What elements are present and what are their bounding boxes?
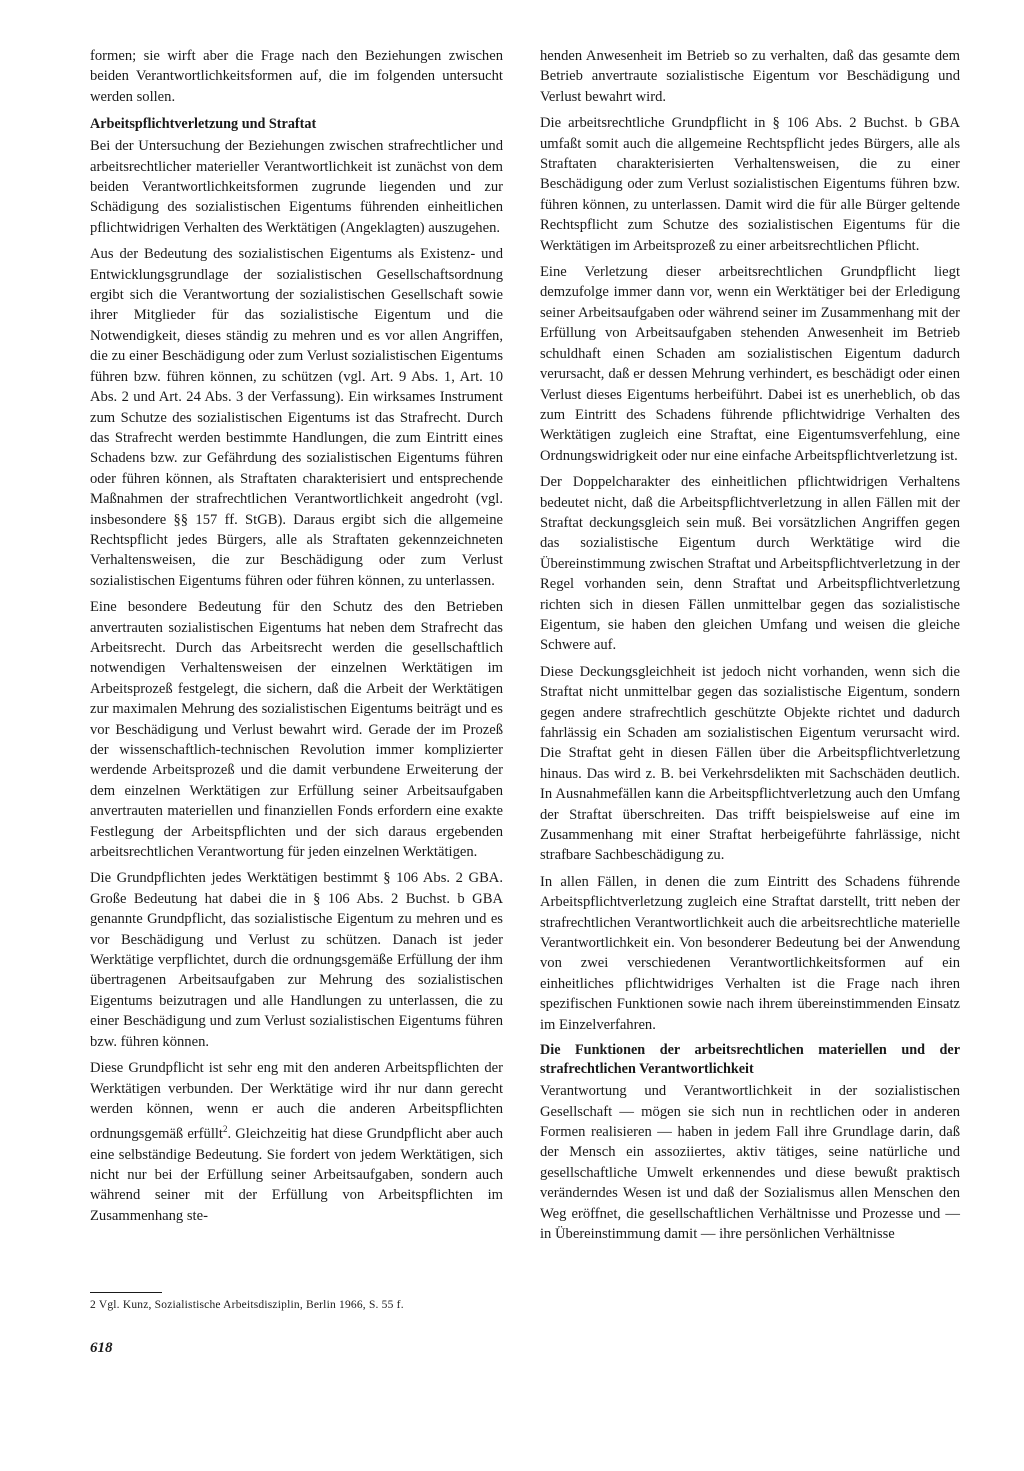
section-heading: Arbeitspflichtverletzung und Straftat bbox=[90, 116, 317, 133]
paragraph: In allen Fällen, in denen die zum Eintritt des Schadens führende Arbeitspflichtverletzung zugleich eine Straftat darstellt, tritt neben der strafrechtlichen Verantwortlichkeit auch die arbeitsrechtliche materielle Verantwortlichkeit ein. Von besonderer Bedeutung bei der Anwendung von zwei verschiedenen Verantwortlichkeitsformen auf ein einheitliches pflichtwidriges Verhalten ist die Frage nach ihren spezifischen Funktionen sowie nach ihrem übereinstimmenden Einsatz im Einzelverfahren. bbox=[540, 873, 960, 1033]
paragraph: Diese Deckungsgleichheit ist jedoch nicht vorhanden, wenn sich die Straftat nicht unmittelbar gegen das sozialistische Eigentum, sondern gegen andere strafrechtlich geschützte Objekte richtet und dadurch fahrlässig ein Schaden am sozialistischen Eigentum verursacht wird. Die Straftat geht in diesen Fällen über die Arbeitspflichtverletzung hinaus. Das wird z. B. bei Verkehrsdelikten mit Sachschäden deutlich. In Ausnahmefällen kann die Arbeitspflichtverletzung auch den Umfang der Straftat überschreiten. Das trifft beispielsweise auf eine im Zusammenhang mit einer Straftat herbeigeführte fahrlässige, nicht strafbare Sachbeschädigung zu. bbox=[540, 663, 960, 864]
paragraph: Der Doppelcharakter des einheitlichen pflichtwidrigen Verhaltens bedeutet nicht, daß die Arbeitspflichtverletzung in allen Fällen mit der Straftat deckungsgleich sein muß. Bei vorsätzlichen Angriffen gegen das sozialistische Eigentum durch Werktätige wird die Übereinstimmung zwischen Straftat und Arbeitspflichtverletzung in der Regel vorhanden sein, denn Straftat und Arbeitspflichtverletzung richten sich in diesen Fällen unmittelbar gegen das sozialistische Eigentum, sie haben den gleichen Umfang und weisen die gleiche Schwere auf. bbox=[540, 474, 960, 654]
paragraph: Eine besondere Bedeutung für den Schutz des den Betrieben anvertrauten sozialistischen Eigentums hat neben dem Strafrecht das Arbeitsrecht. Durch das Arbeitsrecht werden die gesellschaftlich notwendigen Verhaltensweisen der einzelnen Werktätigen im Arbeitsprozeß festgelegt, die sichern, daß die Arbeit der Werktätigen zur maximalen Mehrung des sozialistischen Eigentums beiträgt und es vor Beschädigung und Verlust bewahrt wird. Gerade der im Prozeß der wissenschaftlich-technischen Revolution immer komplizierter werdende Arbeitsprozeß und die damit verbundene Erweiterung der dem einzelnen Werktätigen zur Erfüllung seiner Arbeitsaufgaben anvertrauten materiellen und finanziellen Fonds erfordern eine exakte Festlegung der Arbeitspflichten und der sich daraus ergebenden arbeitsrechtlichen Verantwortung für jeden einzelnen Werktätigen. bbox=[90, 599, 503, 861]
paragraph: Die Grundpflichten jedes Werktätigen bestimmt § 106 Abs. 2 GBA. Große Bedeutung hat dabei die in § 106 Abs. 2 Buchst. b GBA genannte Grundpflicht, das sozialistische Eigentum zu mehren und es vor Beschädigung und Verlust zu schützen. Danach ist jeder Werktätige verpflichtet, durch die ordnungsgemäße Erfüllung der ihm übertragenen Arbeitsaufgaben zur Mehrung des sozialistischen Eigentums beizutragen und alle Handlungen zu unterlassen, die zu einer Beschädigung und zum Verlust sozialistischen Eigentums führen bzw. führen können. bbox=[90, 870, 503, 1050]
paragraph: formen; sie wirft aber die Frage nach den Beziehungen zwischen beiden Verantwortlichkeitsformen auf, die im folgenden untersucht werden sollen. bbox=[90, 48, 503, 105]
paragraph: henden Anwesenheit im Betrieb so zu verhalten, daß das gesamte dem Betrieb anvertraute sozialistische Eigentum vor Beschädigung und Verlust bewahrt wird. bbox=[540, 48, 960, 105]
footnote: 2 Vgl. Kunz, Sozialistische Arbeitsdisziplin, Berlin 1966, S. 55 f. bbox=[90, 1299, 404, 1311]
page-number: 618 bbox=[90, 1340, 113, 1356]
right-column bbox=[540, 46, 960, 1250]
left-column bbox=[90, 46, 503, 1232]
paragraph: Aus der Bedeutung des sozialistischen Eigentums als Existenz- und Entwicklungsgrundlage der sozialistischen Gesellschaftsordnung ergibt sich die Verantwortung der sozialistischen Gesellschaft sowie ihrer Mitglieder für das sozialistische Eigentum und die Notwendigkeit, dieses ständig zu mehren und es vor allen Angriffen, die zu einer Beschädigung oder zum Verlust sozialistischen Eigentums führen bzw. führen können, zu schützen (vgl. Art. 9 Abs. 1, Art. 10 Abs. 2 und Art. 24 Abs. 3 der Verfassung). Ein wirksames Instrument zum Schutze des sozialistischen Eigentums ist das Strafrecht. Durch das Strafrecht werden bestimmte Handlungen, die zum Eintritt eines Schadens bzw. zur Gefährdung des sozialistischen Eigentums führen oder führen können, als Straftaten charakterisiert und entsprechende Maßnahmen der strafrechtlichen Verantwortlichkeit angedroht (vgl. insbesondere §§ 157 ff. StGB). Daraus ergibt sich die allgemeine Rechtspflicht jedes Bürgers, alle als Straftaten gekennzeichneten Verhaltensweisen, die zur Beschädigung oder zum Verlust sozialistischen Eigentums führen oder führen können, zu unterlassen. bbox=[90, 246, 503, 589]
section-heading: Die Funktionen der arbeitsrechtlichen materiellen und der strafrechtlichen Verantwortlichkeit bbox=[540, 1042, 960, 1078]
paragraph: Die arbeitsrechtliche Grundpflicht in § 106 Abs. 2 Buchst. b GBA umfaßt somit auch die allgemeine Rechtspflicht jedes Bürgers, alle als Straftaten charakterisierten Verhaltensweisen, die zu einer Beschädigung oder zum Verlust sozialistischen Eigentums führen bzw. führen können, zu unterlassen. Damit wird die für alle Bürger geltende Rechtspflicht zum Schutze des sozialistischen Eigentums für die Werktätigen im Arbeitsprozeß zu einer arbeitsrechtlichen Pflicht. bbox=[540, 115, 960, 254]
paragraph-text: Diese Grundpflicht ist sehr eng mit den anderen Arbeitspflichten der Werktätigen verbunden. Der Werktätige wird ihr nur dann gerecht werden können, wenn er auch die anderen Arbeitspflichten ordnungsgemäß erfüllt bbox=[90, 1060, 503, 1143]
paragraph bbox=[90, 1058, 503, 1226]
paragraph-text: . Gleichzeitig hat diese Grundpflicht aber auch eine selbständige Bedeutung. Sie fordert von jedem Werktätigen, sich nicht nur bei der Erfüllung seiner Arbeitsaufgaben, sondern auch während seiner mit der Erfüllung von Arbeitspflichten im Zusammenhang ste- bbox=[90, 1126, 503, 1224]
footnote-divider bbox=[90, 1292, 162, 1293]
paragraph: Eine Verletzung dieser arbeitsrechtlichen Grundpflicht liegt demzufolge immer dann vor, wenn ein Werktätiger bei der Erledigung seiner Arbeitsaufgaben oder während seiner im Zusammenhang mit der Erfüllung von Arbeitsaufgaben stehenden Anwesenheit im Betrieb schuldhaft einen Schaden am sozialistischen Eigentum dadurch verursacht, daß er dessen Mehrung verhindert, es beschädigt oder einen Verlust dieses Eigentums herbeiführt. Dabei ist es unerheblich, ob das zum Eintritt des Schadens führende pflichtwidrige Verhalten des Werktätigen zugleich eine Straftat, eine Eigentumsverfehlung, eine Ordnungswidrigkeit oder nur eine einfache Arbeitspflichtverletzung ist. bbox=[540, 264, 960, 464]
paragraph: Verantwortung und Verantwortlichkeit in der sozialistischen Gesellschaft — mögen sie sich nun in rechtlichen oder in anderen Formen realisieren — haben in jedem Fall ihre Grundlage darin, daß der Mensch ein assoziiertes, aktiv tätiges, seine natürliche und gesellschaftliche Umwelt erkennendes und diese bewußt praktisch veränderndes Wesen ist und daß der Sozialismus allen Menschen den Weg eröffnet, die gesellschaftlichen Verhältnisse und Prozesse und — in Übereinstimmung damit — ihre persönlichen Verhältnisse bbox=[540, 1083, 960, 1242]
paragraph: Bei der Untersuchung der Beziehungen zwischen strafrechtlicher und arbeitsrechtlicher materieller Verantwortlichkeit ist zunächst von dem beiden Verantwortlichkeitsformen zugrunde liegenden und zur Schädigung des sozialistischen Eigentums führenden einheitlichen pflichtwidrigen Verhalten des Werktätigen (Angeklagten) auszugehen. bbox=[90, 138, 503, 236]
footnote-marker: 2 bbox=[223, 1124, 228, 1135]
